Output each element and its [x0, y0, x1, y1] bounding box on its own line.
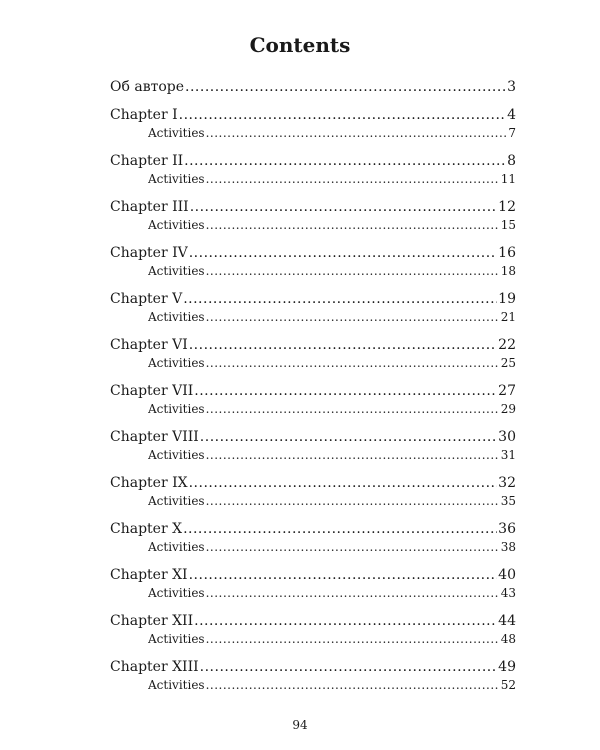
- toc-entry-chapter[interactable]: [110, 428, 516, 446]
- page-number: 94: [292, 718, 308, 732]
- dot-leader: [189, 474, 498, 492]
- dot-leader: [189, 566, 498, 584]
- toc-entry-chapter[interactable]: [110, 474, 516, 492]
- dot-leader: [200, 658, 498, 676]
- toc-entry-page: 18: [500, 264, 516, 278]
- toc-entry-activities[interactable]: [148, 124, 516, 142]
- toc-entry-activities[interactable]: [148, 446, 516, 464]
- toc-entry-page: 16: [498, 245, 516, 261]
- dot-leader: [185, 78, 506, 96]
- toc-entry-page: 22: [498, 337, 516, 353]
- toc-entry-label: Activities: [148, 356, 205, 370]
- toc-entry-chapter[interactable]: [110, 198, 516, 216]
- toc-entry-label: Chapter IX: [110, 475, 188, 491]
- toc-entry-page: 21: [500, 310, 516, 324]
- dot-leader: [200, 428, 497, 446]
- toc-entry-activities[interactable]: [148, 400, 516, 418]
- toc-entry-activities[interactable]: [148, 492, 516, 510]
- toc-entry-label: Chapter XI: [110, 567, 188, 583]
- dot-leader: [206, 354, 500, 372]
- toc-entry-activities[interactable]: [148, 170, 516, 188]
- toc-entry-page: 48: [500, 632, 516, 646]
- toc-entry-label: Activities: [148, 540, 205, 554]
- dot-leader: [190, 198, 497, 216]
- toc-entry-page: 30: [498, 429, 516, 445]
- toc-entry-label: Activities: [148, 632, 205, 646]
- toc-entry-chapter[interactable]: [110, 336, 516, 354]
- dot-leader: [206, 262, 500, 280]
- toc-entry-label: Chapter IV: [110, 245, 188, 261]
- toc-entry-activities[interactable]: [148, 630, 516, 648]
- toc-entry-activities[interactable]: [148, 216, 516, 234]
- dot-leader: [179, 106, 506, 124]
- toc-entry-label: Activities: [148, 218, 205, 232]
- toc-entry-page: 43: [500, 586, 516, 600]
- toc-entry-chapter[interactable]: [110, 658, 516, 676]
- toc-entry-page: 32: [498, 475, 516, 491]
- toc-entry-page: 29: [500, 402, 516, 416]
- toc-entry-activities[interactable]: [148, 354, 516, 372]
- toc-entry-page: 40: [498, 567, 516, 583]
- toc-entry-chapter[interactable]: [110, 612, 516, 630]
- dot-leader: [206, 446, 500, 464]
- toc-entry-activities[interactable]: [148, 262, 516, 280]
- dot-leader: [194, 612, 497, 630]
- toc-entry-page: 36: [498, 521, 516, 537]
- toc-entry-page: 8: [507, 153, 516, 169]
- toc-entry-page: 7: [508, 126, 516, 140]
- toc-entry-chapter[interactable]: [110, 382, 516, 400]
- page-title: Contents: [249, 33, 351, 57]
- toc-entry-chapter[interactable]: [110, 566, 516, 584]
- toc-entry-label: Chapter X: [110, 521, 183, 537]
- toc-entry-label: Chapter I: [110, 107, 178, 123]
- toc-entry-label: Activities: [148, 310, 205, 324]
- toc-entry-page: 11: [500, 172, 516, 186]
- toc-entry-chapter[interactable]: [110, 152, 516, 170]
- toc-entry-label: Activities: [148, 586, 205, 600]
- toc-entry-page: 4: [507, 107, 516, 123]
- toc-entry-page: 27: [498, 383, 516, 399]
- dot-leader: [206, 584, 500, 602]
- toc-entry-label: Chapter VII: [110, 383, 194, 399]
- toc-entry-page: 52: [500, 678, 516, 692]
- toc-entry-activities[interactable]: [148, 584, 516, 602]
- toc-entry-page: 3: [507, 79, 516, 95]
- toc-entry-label: Activities: [148, 448, 205, 462]
- toc-entry-label: Chapter II: [110, 153, 184, 169]
- toc-entry-page: 38: [500, 540, 516, 554]
- toc-entry-label: Activities: [148, 264, 205, 278]
- dot-leader: [206, 492, 500, 510]
- toc-entry-label: Activities: [148, 678, 205, 692]
- dot-leader: [206, 676, 500, 694]
- toc-entry-activities[interactable]: [148, 308, 516, 326]
- dot-leader: [206, 400, 500, 418]
- toc-entry-page: 31: [500, 448, 516, 462]
- dot-leader: [206, 308, 500, 326]
- dot-leader: [194, 382, 497, 400]
- toc-entry-chapter[interactable]: [110, 520, 516, 538]
- dot-leader: [189, 244, 497, 262]
- toc-entry-chapter[interactable]: [110, 106, 516, 124]
- dot-leader: [183, 520, 497, 538]
- dot-leader: [206, 216, 500, 234]
- dot-leader: [206, 124, 508, 142]
- toc-entry-label: Chapter XIII: [110, 659, 199, 675]
- toc-entry-label: Chapter VI: [110, 337, 188, 353]
- toc-entry-activities[interactable]: [148, 676, 516, 694]
- toc-entry-label: Activities: [148, 172, 205, 186]
- toc-entry-page: 44: [498, 613, 516, 629]
- toc-entry-chapter[interactable]: [110, 290, 516, 308]
- toc-entry-page: 25: [500, 356, 516, 370]
- toc-entry-label: Chapter VIII: [110, 429, 199, 445]
- toc-entry-page: 49: [498, 659, 516, 675]
- toc-entry-label: Activities: [148, 402, 205, 416]
- dot-leader: [184, 152, 506, 170]
- toc-entry-activities[interactable]: [148, 538, 516, 556]
- toc-entry-label: Chapter III: [110, 199, 189, 215]
- dot-leader: [206, 538, 500, 556]
- toc-entry-page: 19: [498, 291, 516, 307]
- toc-entry-label: Activities: [148, 126, 205, 140]
- toc-entry-label: Chapter XII: [110, 613, 194, 629]
- toc-entry-label: Activities: [148, 494, 205, 508]
- dot-leader: [189, 336, 497, 354]
- toc-entry-label: Об авторе: [110, 79, 185, 95]
- dot-leader: [206, 170, 500, 188]
- toc-entry-page: 12: [498, 199, 516, 215]
- toc-entry-page: 35: [500, 494, 516, 508]
- dot-leader: [183, 290, 497, 308]
- dot-leader: [206, 630, 500, 648]
- toc-entry-chapter[interactable]: [110, 78, 516, 96]
- toc-entry-page: 15: [500, 218, 516, 232]
- toc-entry-label: Chapter V: [110, 291, 183, 307]
- toc-entry-chapter[interactable]: [110, 244, 516, 262]
